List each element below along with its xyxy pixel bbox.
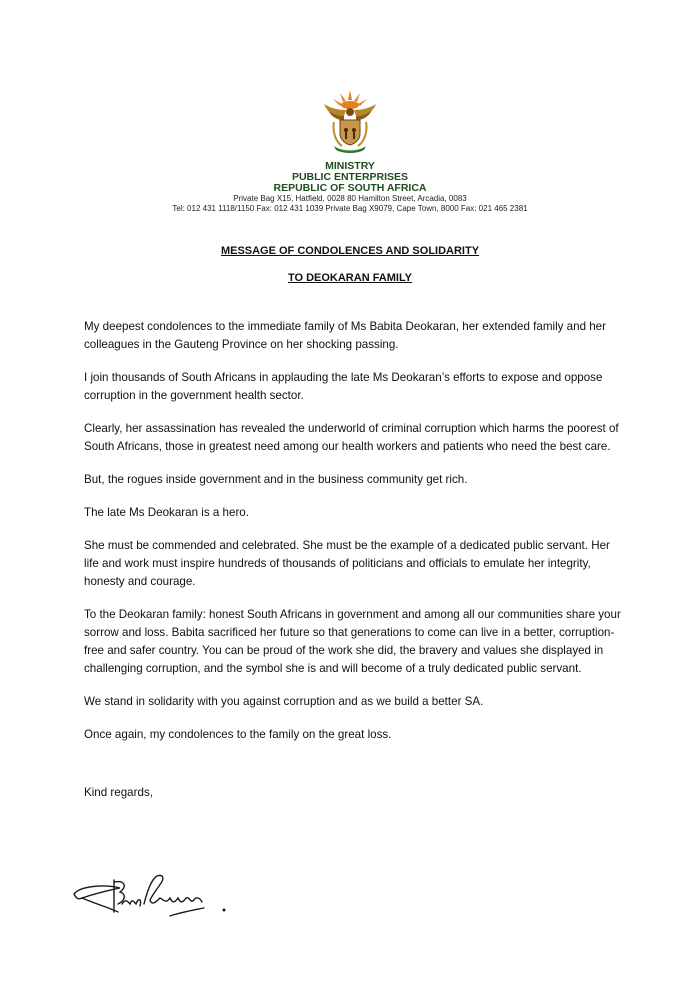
document-title: MESSAGE OF CONDOLENCES AND SOLIDARITY <box>220 245 480 257</box>
country-label: REPUBLIC OF SOUTH AFRICA <box>273 182 427 194</box>
paragraph: To the Deokaran family: honest South Africans in government and among all our communities share your sorrow and loss. Babita sacrificed her future so that generations to come can live in a better, corruption-free and safer country. You can be proud of the work she did, the bravery and values she displayed in challenging corruption, and the symbol she is and will become of a truly dedicated public servant. <box>84 608 621 675</box>
closing: Kind regards, <box>84 786 153 799</box>
ministry-label: MINISTRY <box>325 160 375 172</box>
paragraph: Clearly, her assassination has revealed the underworld of criminal corruption which harms the poorest of South Africans, those in greatest need among our health workers and patients who need the best care. <box>84 422 619 453</box>
letter-body <box>84 318 624 817</box>
paragraph: She must be commended and celebrated. She must be the example of a dedicated public servant. Her life and work must inspire hundreds of thousands of politicians and officials to emulate her integrity, honesty and courage. <box>84 539 610 588</box>
signature-icon <box>70 868 260 928</box>
coat-of-arms-icon <box>318 86 382 154</box>
paragraph: Once again, my condolences to the family on the great loss. <box>84 728 392 741</box>
postal-address: Private Bag X15, Hatfield, 0028 80 Hamilton Street, Arcadia, 0083 <box>233 194 467 203</box>
paragraph: But, the rogues inside government and in the business community get rich. <box>84 473 468 486</box>
contact-details: Tel: 012 431 1118/1150 Fax: 012 431 1039 Private Bag X9079, Cape Town, 8000 Fax: 021 465 2381 <box>172 204 528 213</box>
paragraph: We stand in solidarity with you against corruption and as we build a better SA. <box>84 695 484 708</box>
department-label: PUBLIC ENTERPRISES <box>291 171 409 183</box>
paragraph: My deepest condolences to the immediate family of Ms Babita Deokaran, her extended family and her colleagues in the Gauteng Province on her shocking passing. <box>84 320 606 351</box>
document-subtitle: TO DEOKARAN FAMILY <box>287 272 413 284</box>
letterhead <box>0 161 700 214</box>
paragraph: The late Ms Deokaran is a hero. <box>84 506 249 519</box>
paragraph: I join thousands of South Africans in applauding the late Ms Deokaran’s efforts to expose and oppose corruption in the government health sector. <box>84 371 603 402</box>
